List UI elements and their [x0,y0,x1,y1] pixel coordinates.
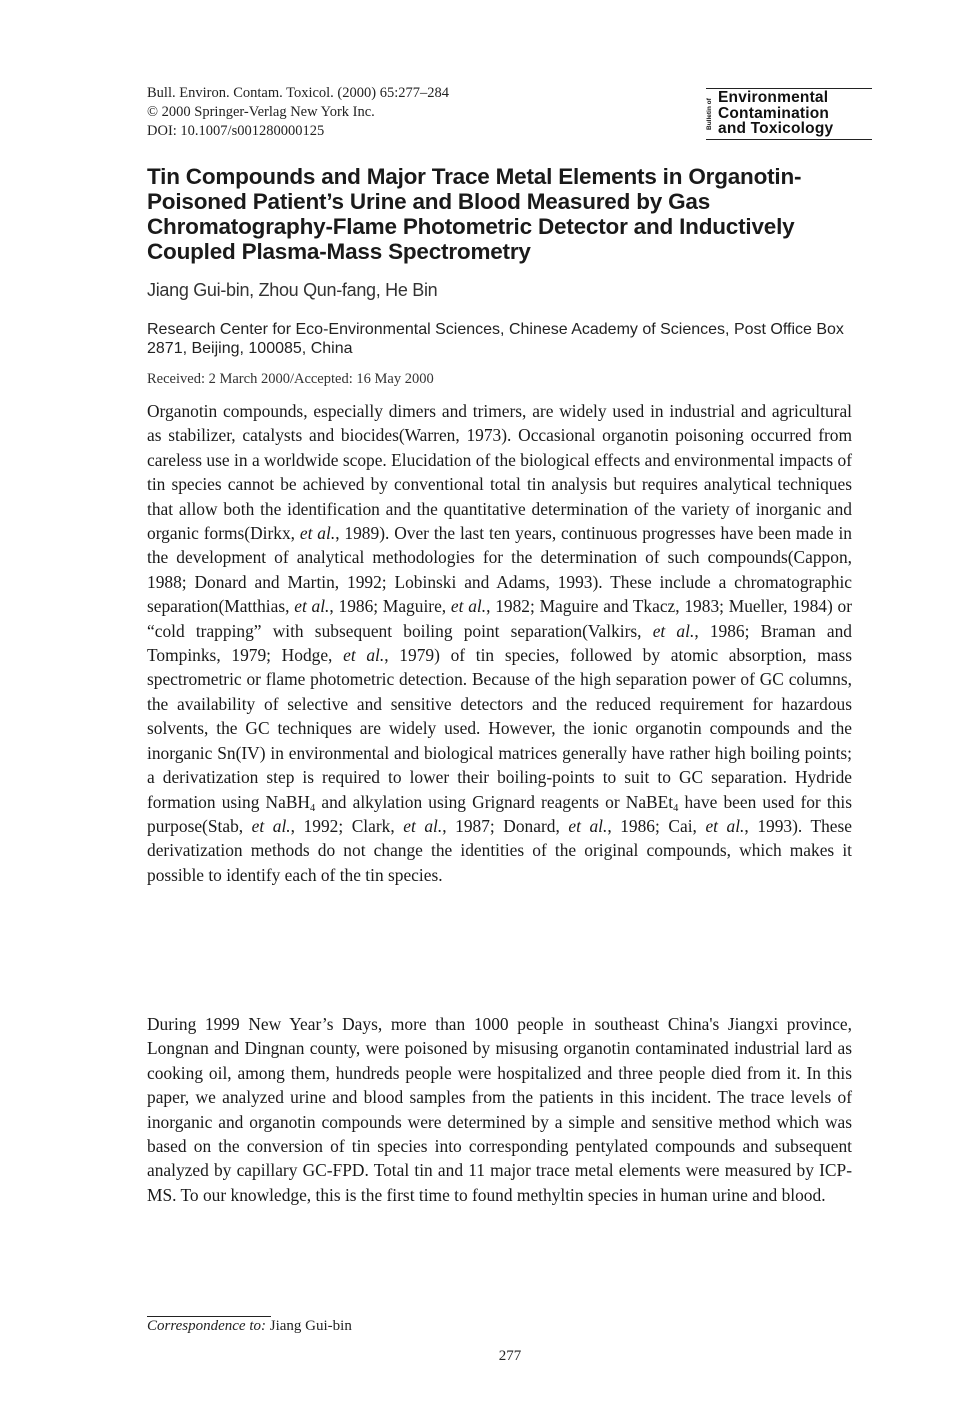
et-al: et al. [294,596,330,617]
et-al: et al. [299,523,336,544]
text-run: , 1993). These derivatization methods do not change the identities of the original compounds, which makes it possible to identify each of the tin species. [147,815,852,885]
footnote-label: Correspondence to: [147,1318,267,1334]
et-al: et al. [652,620,695,641]
doi-line: DOI: 10.1007/s001280000125 [147,123,325,139]
received-dates: Received: 2 March 2000/Accepted: 16 May 2000 [147,371,434,387]
et-al: et al. [568,815,608,836]
text-run: , 1986; Maguire, [329,596,451,617]
footnote-divider [147,1316,271,1317]
text-run: Organotin compounds, especially dimers and trimers, are widely used in industrial and agricultural as stabilizer, catalysts and biocides(Warren, 1973). Occasional organotin poisoning occurred from careless use in a worldwide scope. Elucidation of the biological effects and environmental impacts of tin species cannot be achieved by conventional total tin analysis but requires analytical techniques that allow both the identification and the quantitative determination of the variety of inorganic and organic forms(Dirkx, [147,401,852,544]
copyright-line: © 2000 Springer-Verlag New York Inc. [147,104,375,120]
journal-logo-names [718,89,833,139]
journal-logo [706,88,872,140]
subscript: 4 [310,802,316,814]
text-run: , 1987; Donard, [442,815,569,836]
journal-logo-line2: Contamination [718,104,830,122]
footnote-value: Jiang Gui-bin [266,1318,352,1334]
text-run: , 1979) of tin species, followed by atomic absorption, mass spectrometric or flame photometric detection. Because of the high separation power of GC columns, the availability of selective and sensitive detectors and the reduced requirement for hazardous solvents, the GC techniques are widely used. However, the ionic organotin compounds and the inorganic Sn(IV) in environmental and biological matrices generally have rather high boiling points; a derivatization step is required to lower their boiling-points to suit to GC separation. Hydride formation using NaBH [147,645,853,812]
article-affiliation: Research Center for Eco-Environmental Sciences, Chinese Academy of Sciences, Post Office Box 2871, Beijing, 100085, China [147,321,844,357]
journal-logo-bulletin: Bulletin of [706,98,713,130]
text-run: and alkylation using Grignard reagents or NaBEt [315,791,674,812]
text-run: , 1992; Clark, [290,815,404,836]
citation-line: Bull. Environ. Contam. Toxicol. (2000) 65:277–284 [147,85,449,101]
text-run: , 1986; Braman and Tompinks, 1979; Hodge, [147,620,852,666]
correspondence-footnote [147,1318,352,1335]
subscript: 4 [673,802,679,814]
text-run: , 1982; Maguire and Tkacz, 1983; Mueller, 1984) or “cold trapping” with subsequent boiling point separation(Valkirs, [147,596,852,641]
text-run: have been used for this purpose(Stab, [147,791,852,836]
et-al: et al. [403,815,443,836]
page-number: 277 [498,1348,522,1364]
body-paragraph-2: During 1999 New Year’s Days, more than 1000 people in southeast China's Jiangxi province, Longnan and Dingnan county, were poisoned by misusing organotin contaminated industrial lard as cooking oil, among them, hundreds people were hospitalized and three people died from it. In this paper, we analyzed urine and blood samples from the patients in this incident. The trace levels of inorganic and organotin compounds were determined by a simple and sensitive method which was based on the conversion of tin species into corresponding pentylated compounds and subsequent analyzed by capillary GC-FPD. Total tin and 11 major trace metal elements were measured by ICP-MS. To our knowledge, this is the first time to found methyltin species in human urine and blood. [147,1014,852,1205]
journal-logo-line1: Environmental [718,89,829,106]
article-authors: Jiang Gui-bin, Zhou Qun-fang, He Bin [147,280,438,300]
et-al: et al. [450,596,487,617]
et-al: et al. [251,815,291,836]
citation-header [147,84,449,141]
et-al: et al. [343,645,385,666]
text-run: , 1989). Over the last ten years, continuous progresses have been made in the development of analytical methodologies for the determination of such compounds(Cappon, 1988; Donard and Martin, 1992; Lobinski and Adams, 1993). These include a chromatographic separation(Matthias, [147,523,852,617]
journal-logo-line3: and Toxicology [718,120,834,137]
body-paragraph-1 [147,399,852,887]
text-run: , 1986; Cai, [607,815,706,836]
et-al: et al. [705,815,745,836]
article-title: Tin Compounds and Major Trace Metal Elements in Organotin-Poisoned Patient’s Urine and Blood Measured by Gas Chromatography-Flame Photometric Detector and Inductively Coupled Plasma-Mass Spectrometry [147,164,802,264]
